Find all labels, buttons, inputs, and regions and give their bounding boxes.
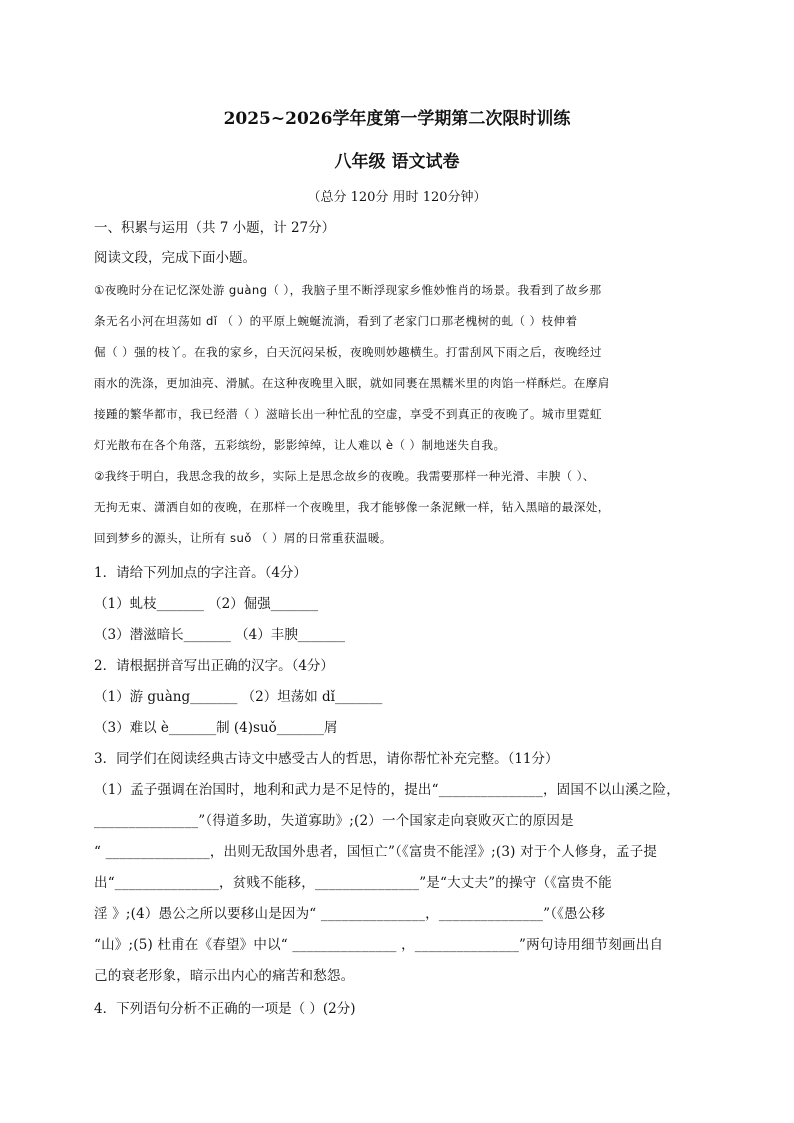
score-note: （总分 120分 用时 120分钟） xyxy=(307,190,487,205)
passage-line: ①夜晚时分在记忆深处游 guàng（ ），我脑子里不断浮现家乡惟妙惟肖的场景。我看到了故乡那 xyxy=(94,283,602,297)
question-1-row: （1）虬枝_______ （2）倔强_______ xyxy=(94,596,318,612)
question-3-line: “山》;(5) 杜甫在《春望》中以“ _______________ ，_______________”两句诗用细节刻画出自 xyxy=(94,937,664,953)
passage-line: ②我终于明白，我思念我的故乡，实际上是思念故乡的夜晚。我需要那样一种光滑、丰腴（ ）、 xyxy=(94,469,595,483)
question-3-line: 出“_______________，贫贱不能移，_______________”是“大丈夫”的操守（《富贵不能 xyxy=(94,875,612,891)
question-2-row: （1）游 guàng_______ （2）坦荡如 dǐ_______ xyxy=(94,689,383,705)
question-1-row: （3）潜滋暗长_______ （4）丰腴_______ xyxy=(94,627,345,643)
exam-subtitle: 八年级 语文试卷 xyxy=(334,152,460,172)
question-3-line: “ _______________，出则无敌国外患者，国恒亡”（《富贵不能淫》;(3) 对于个人修身，孟子提 xyxy=(94,844,658,860)
passage-line: 回到梦乡的源头，让所有 suǒ （ ）屑的日常重获温暖。 xyxy=(94,531,392,545)
question-3-line: 己的衰老形象，暗示出内心的痛苦和愁怨。 xyxy=(94,968,355,984)
section-heading: 一、积累与运用（共 7 小题，计 27分） xyxy=(94,220,336,236)
question-3-stem: 3．同学们在阅读经典古诗文中感受古人的哲思，请你帮忙补充完整。（11分） xyxy=(94,751,559,767)
question-3-line: _______________”（得道多助，失道寡助》;(2）一个国家走向衰败灭亡的原因是 xyxy=(94,813,574,829)
passage-line: 雨水的洗涤，更加油亮、滑腻。在这种夜晚里入眠，就如同裹在黑糯米里的肉馅一样酥烂。在摩肩 xyxy=(94,376,610,390)
question-2-row: （3）难以 è_______制 (4)suǒ_______屑 xyxy=(94,720,338,736)
passage-line: 接踵的繁华都市，我已经潜（ ）滋暗长出一种忙乱的空虚，享受不到真正的夜晚了。城市里霓虹 xyxy=(94,407,602,421)
passage-line: 倔（ ）强的枝丫。在我的家乡，白天沉闷呆板，夜晚则妙趣横生。打雷刮风下雨之后，夜晚经过 xyxy=(94,345,602,359)
exam-title: 2025~2026学年度第一学期第二次限时训练 xyxy=(223,109,571,129)
question-2-stem: 2．请根据拼音写出正确的汉字。（4分） xyxy=(94,658,334,674)
question-3-line: 淫 》;(4）愚公之所以要移山是因为“ _______________，_______________”（《愚公移 xyxy=(94,906,606,922)
question-1-stem: 1．请给下列加点的字注音。（4分） xyxy=(94,565,307,581)
section-instruction: 阅读文段，完成下面小题。 xyxy=(94,250,256,266)
passage-line: 条无名小河在坦荡如 dǐ （ ）的平原上蜿蜒流淌，看到了老家门口那老槐树的虬（ ）枝伸着 xyxy=(94,314,578,328)
question-4-stem: 4．下列语句分析不正确的一项是（ ）(2分) xyxy=(94,1001,356,1017)
question-3-line: （1）孟子强调在治国时，地利和武力是不足恃的，提出“_______________，固国不以山溪之险， xyxy=(94,782,680,798)
passage-line: 灯光散布在各个角落，五彩缤纷，影影绰绰，让人难以 è（ ）制地迷失自我。 xyxy=(94,438,506,452)
passage-line: 无拘无束、潇洒自如的夜晚，在那样一个夜晚里，我才能够像一条泥鳅一样，钻入黑暗的最深处， xyxy=(94,500,610,514)
